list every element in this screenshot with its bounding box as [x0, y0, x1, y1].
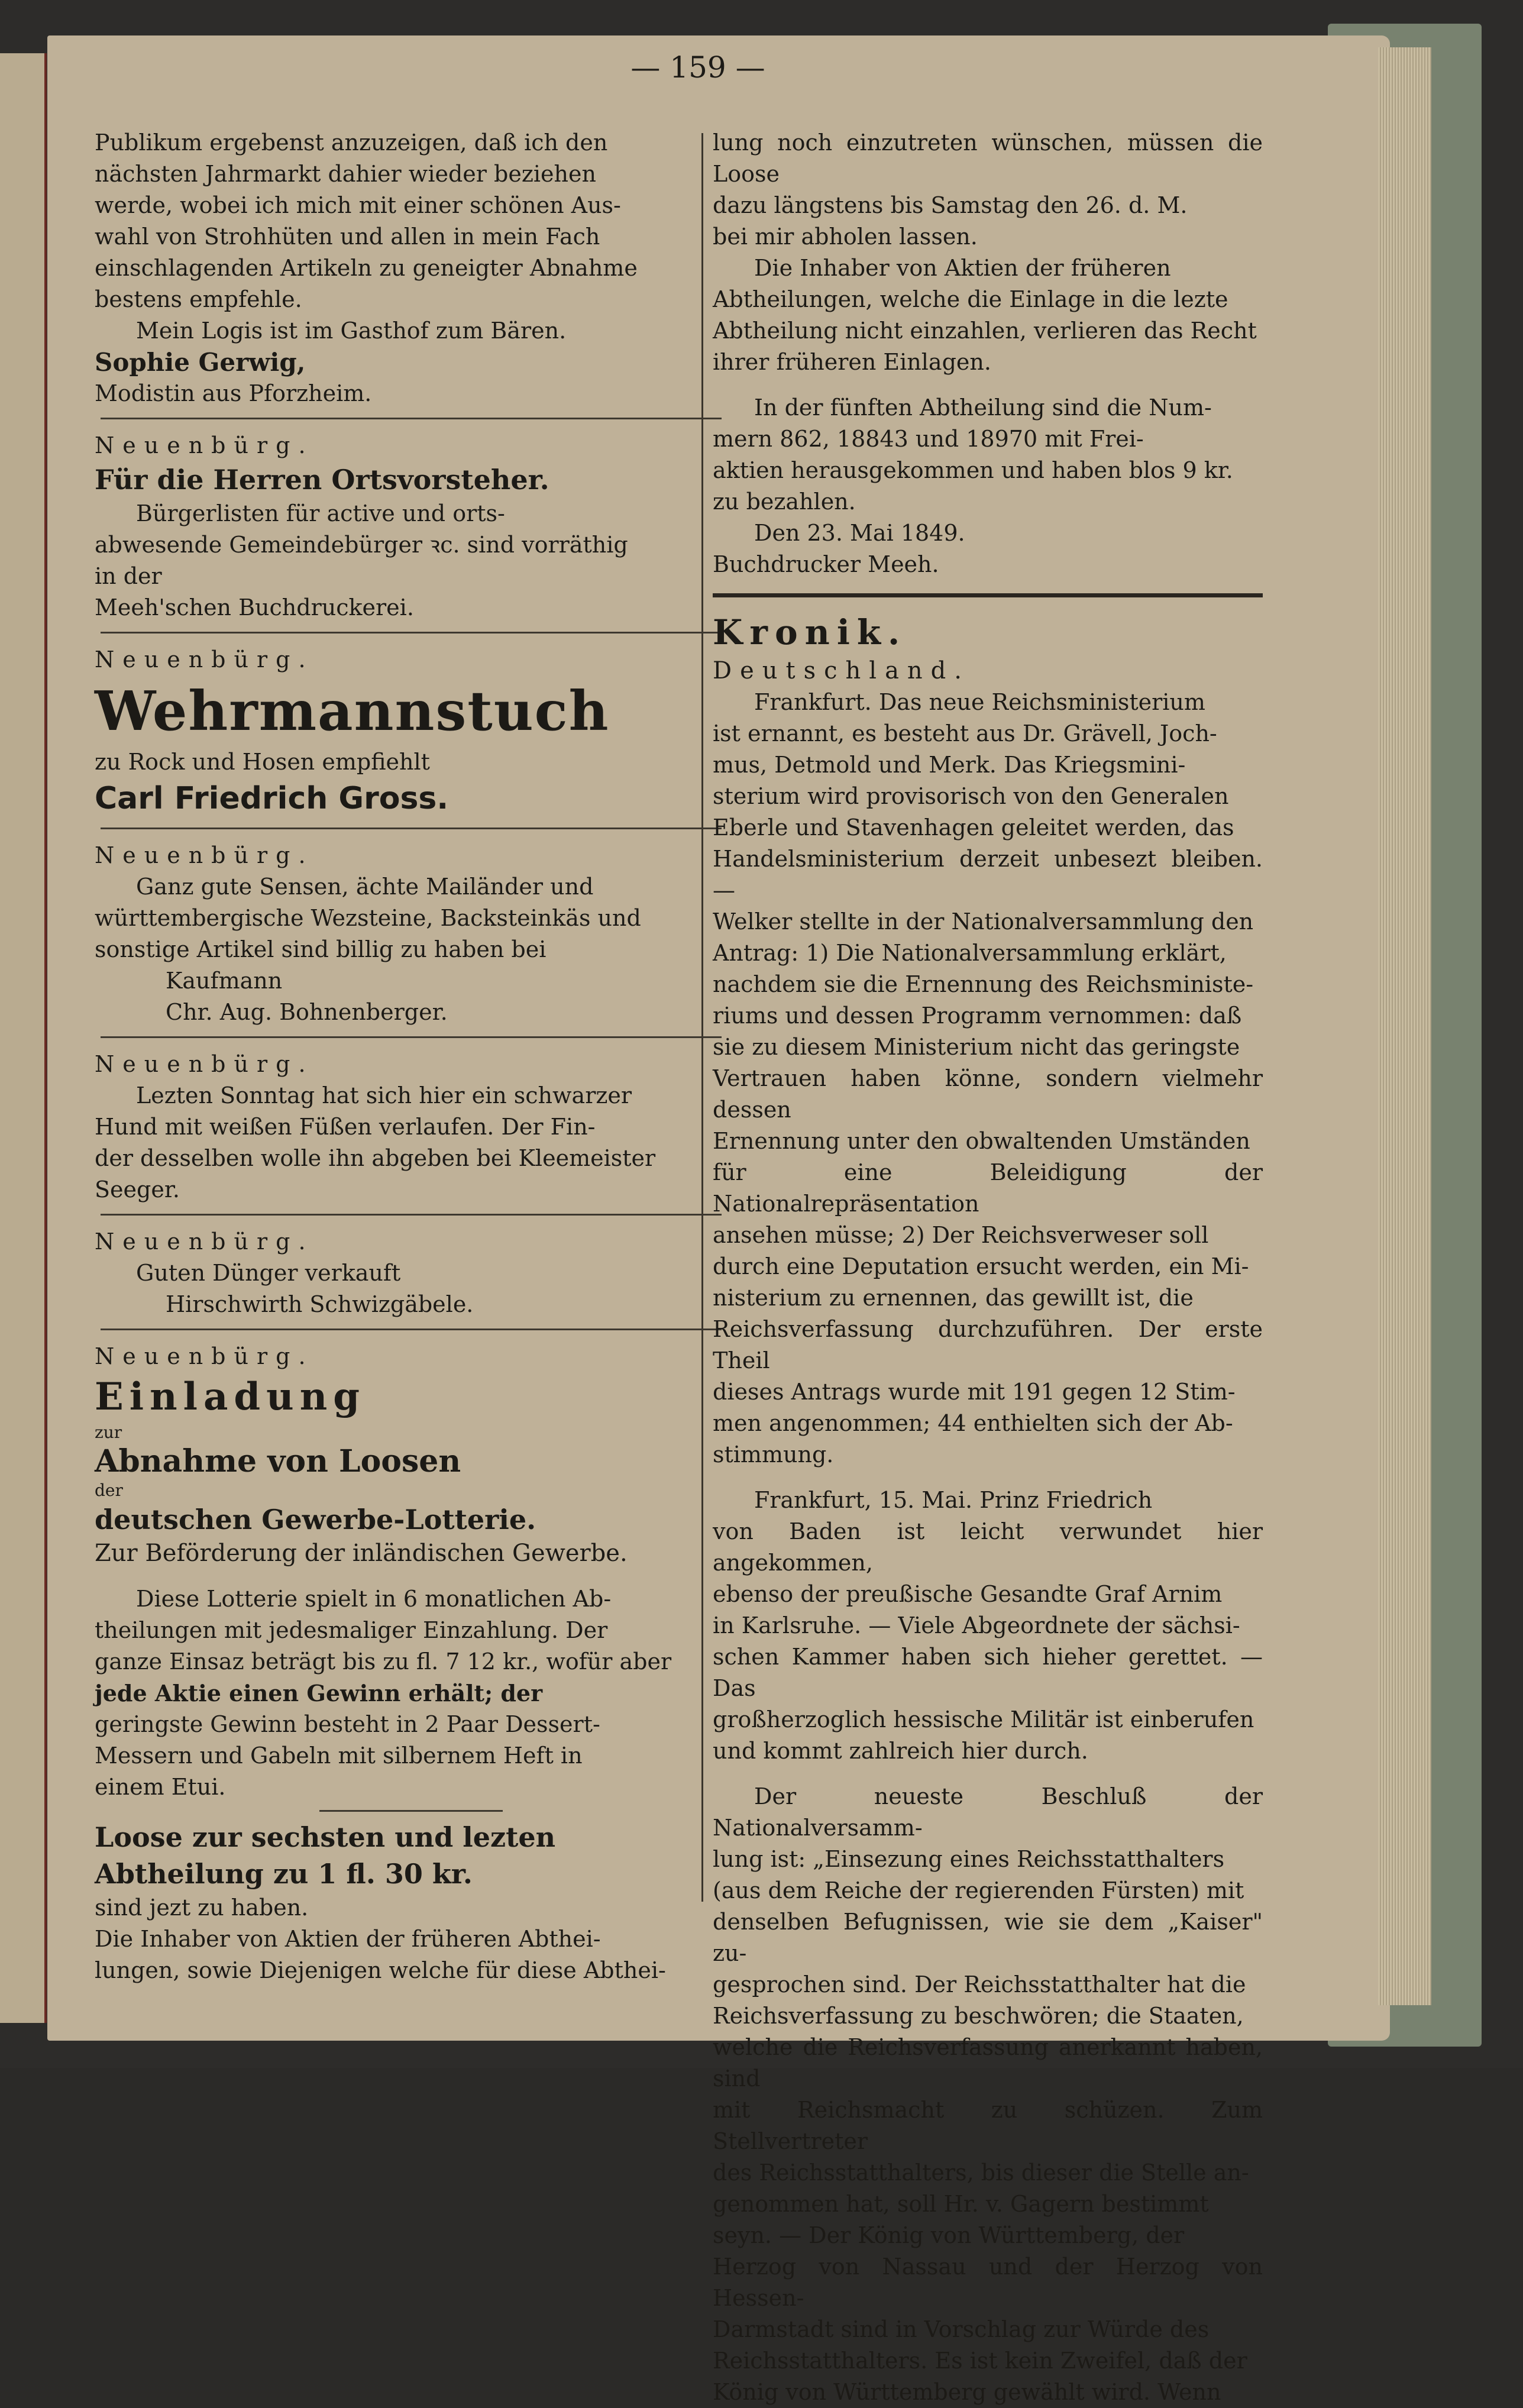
left-column [95, 127, 727, 1986]
signature-title: Modistin aus Pforzheim. [95, 380, 372, 406]
text-line: sonstige Artikel sind billig zu haben bei [95, 936, 547, 962]
connector-word: der [95, 1481, 123, 1500]
page-stack-edge [1378, 47, 1431, 2005]
place-heading: Neuenbürg. [95, 647, 314, 673]
text-line: abwesende Gemeindebürger ꝛc. sind vorräthig [95, 532, 628, 558]
section-rule [101, 632, 722, 633]
text-line: In der fünften Abtheilung sind die Num- [754, 395, 1212, 421]
text-line: Guten Dünger verkauft [136, 1260, 401, 1286]
text-line: und kommt zahlreich hier durch. [713, 1738, 1088, 1764]
text-line: Hund mit weißen Füßen verlaufen. Der Fin- [95, 1114, 596, 1140]
text-line: Darmstadt sind in Vorschlag zur Würde des [713, 2316, 1210, 2342]
text-line: Seeger. [95, 1176, 180, 1203]
text-line: jede Aktie einen Gewinn erhält; der [95, 1680, 543, 1706]
text-line: nachdem sie die Ernennung des Reichsministe- [713, 971, 1254, 997]
place-heading: Neuenbürg. [95, 842, 314, 868]
signature: Hirschwirth Schwizgäbele. [166, 1291, 474, 1317]
text-line: seyn. — Der König von Württemberg, der [713, 2222, 1185, 2248]
section-rule [101, 1329, 722, 1330]
page-number: — 159 — [630, 50, 765, 85]
ad-headline: deutschen Gewerbe-Lotterie. [95, 1504, 536, 1536]
kronik-section [713, 609, 1263, 2408]
text-line: Vertrauen haben könne, sondern vielmehr dessen [713, 1065, 1263, 1123]
text-line: Publikum ergebenst anzuzeigen, daß ich den [95, 130, 608, 156]
signature-name: Sophie Gerwig, [95, 348, 306, 377]
text-line: durch eine Deputation ersucht werden, ein Mi- [713, 1253, 1249, 1279]
right-column [713, 127, 1263, 2408]
ad-headline: Abnahme von Loosen [95, 1443, 461, 1479]
text-line: wahl von Strohhüten und allen in mein Fach [95, 224, 600, 250]
text-line: ist ernannt, es besteht aus Dr. Grävell, Joch- [713, 720, 1217, 746]
text-line: Lezten Sonntag hat sich hier ein schwarzer [136, 1082, 632, 1108]
text-line: zu bezahlen. [713, 489, 856, 515]
section-subtitle: Deutschland. [713, 657, 970, 684]
text-line: Ganz gute Sensen, ächte Mailänder und [136, 874, 594, 900]
text-line: württembergische Wezsteine, Backsteinkäs und [95, 905, 641, 931]
text-line: sie zu diesem Ministerium nicht das geringste [713, 1034, 1240, 1060]
text-line: Abtheilung nicht einzahlen, verlieren das Recht [713, 318, 1257, 344]
ad-wehrmannstuch [95, 644, 727, 819]
text-line: schen Kammer haben sich hieher gerettet. — Das [713, 1644, 1263, 1701]
signature-title: Kaufmann [166, 968, 283, 994]
text-line: Abtheilungen, welche die Einlage in die lezte [713, 286, 1228, 312]
text-line: bei mir abholen lassen. [713, 224, 978, 250]
text-line: ihrer früheren Einlagen. [713, 349, 991, 375]
ad-headline: Loose zur sechsten und lezten [95, 1821, 556, 1853]
text-line: Reichsstatthalters. Es ist kein Zweifel, daß der [713, 2348, 1247, 2374]
text-line: einschlagenden Artikeln zu geneigter Abnahme [95, 255, 638, 281]
text-line: aktien herausgekommen und haben blos 9 kr. [713, 457, 1233, 483]
ad-lotterie [95, 1341, 727, 1986]
text-line: zu Rock und Hosen empfiehlt [95, 749, 430, 775]
text-line: werde, wobei ich mich mit einer schönen Aus- [95, 192, 621, 218]
ad-duenger [95, 1226, 727, 1320]
text-line: men angenommen; 44 enthielten sich der Ab- [713, 1410, 1233, 1436]
text-line: nächsten Jahrmarkt dahier wieder beziehen [95, 161, 596, 187]
place-heading: Neuenbürg. [95, 1229, 314, 1255]
text-line: Die Inhaber von Aktien der früheren Abthei- [95, 1926, 601, 1952]
text-line: des Reichsstatthalters, bis dieser die Stelle an- [713, 2160, 1249, 2186]
text-line: lung noch einzutreten wünschen, müssen die Loose [713, 130, 1263, 187]
lotterie-continuation [713, 127, 1263, 580]
text-line: Diese Lotterie spielt in 6 monatlichen Ab- [136, 1586, 612, 1612]
text-line: Welker stellte in der Nationalversammlung den [713, 909, 1254, 935]
text-line: ansehen müsse; 2) Der Reichsverweser soll [713, 1222, 1209, 1248]
place-heading: Neuenbürg. [95, 432, 314, 458]
text-line: theilungen mit jedesmaliger Einzahlung. Der [95, 1617, 608, 1643]
text-line: Herzog von Nassau und der Herzog von Hessen- [713, 2254, 1263, 2311]
section-rule [101, 828, 722, 829]
ad-headline: Einladung [95, 1375, 366, 1419]
text-line: (aus dem Reiche der regierenden Fürsten) mit [713, 1877, 1244, 1903]
text-line: lung ist: „Einsezung eines Reichsstatthalters [713, 1846, 1225, 1872]
section-rule [101, 1036, 722, 1038]
text-line: sind jezt zu haben. [95, 1895, 309, 1921]
previous-page-edge [0, 53, 47, 2023]
ad-headline: Für die Herren Ortsvorsteher. [95, 464, 549, 496]
text-line: ganze Einsaz beträgt bis zu fl. 7 12 kr., wofür aber [95, 1649, 672, 1675]
text-line: gesprochen sind. Der Reichsstatthalter hat die [713, 1971, 1246, 1997]
text-line: mit Reichsmacht zu schüzen. Zum Stellvertreter [713, 2097, 1263, 2154]
text-line: einem Etui. [95, 1774, 226, 1800]
text-line: Reichsverfassung zu beschwören; die Staaten, [713, 2003, 1244, 2029]
text-line: mern 862, 18843 und 18970 mit Frei- [713, 426, 1144, 452]
ad-hund [95, 1049, 727, 1205]
section-rule-thick [713, 593, 1263, 597]
text-line: geringste Gewinn besteht in 2 Paar Dessert- [95, 1711, 600, 1737]
text-line: der desselben wolle ihn abgeben bei Kleemeister [95, 1145, 656, 1171]
place-heading: Neuenbürg. [95, 1343, 314, 1369]
text-line: Handelsministerium derzeit unbesezt bleiben. — [713, 846, 1263, 903]
connector-word: zur [95, 1423, 122, 1442]
text-line: bestens empfehle. [95, 286, 302, 312]
text-line: welche die Reichsverfassung anerkannt haben, sind [713, 2034, 1263, 2092]
text-line: Eberle und Stavenhagen geleitet werden, das [713, 814, 1234, 841]
section-title: Kronik. [713, 612, 907, 652]
text-line: Messern und Gabeln mit silbernem Heft in [95, 1743, 583, 1769]
signature: Meeh'schen Buchdruckerei. [95, 594, 414, 620]
text-line: Ernennung unter den obwaltenden Umständen [713, 1128, 1250, 1154]
ad-ortsvorsteher [95, 430, 727, 623]
place-heading: Neuenbürg. [95, 1051, 314, 1077]
text-line: Antrag: 1) Die Nationalversammlung erklärt, [713, 940, 1227, 966]
text-line: Frankfurt, 15. Mai. Prinz Friedrich [754, 1487, 1153, 1513]
ad-headline: Wehrmannstuch [95, 679, 610, 743]
text-line: Frankfurt. Das neue Reichsministerium [754, 689, 1205, 715]
section-rule [101, 1214, 722, 1216]
text-line: dazu längstens bis Samstag den 26. d. M. [713, 192, 1188, 218]
ad-headline: Abtheilung zu 1 fl. 30 kr. [95, 1858, 473, 1890]
text-line: nisterium zu ernennen, das gewillt ist, die [713, 1285, 1194, 1311]
text-line: ebenso der preußische Gesandte Graf Arnim [713, 1581, 1223, 1607]
text-line: stimmung. [713, 1441, 834, 1468]
ad-sensen [95, 840, 727, 1028]
text-line: für eine Beleidigung der Nationalrepräsentation [713, 1159, 1263, 1217]
ad-subtitle: Zur Beförderung der inländischen Gewerbe. [95, 1540, 628, 1567]
text-line: von Baden ist leicht verwundet hier angekommen, [713, 1518, 1263, 1576]
text-line: Reichsverfassung durchzuführen. Der erste Theil [713, 1316, 1263, 1373]
text-line: in Karlsruhe. — Viele Abgeordnete der sächsi- [713, 1612, 1240, 1638]
text-line: dieses Antrags wurde mit 191 gegen 12 Stim- [713, 1379, 1236, 1405]
text-line: denselben Befugnissen, wie sie dem „Kaiser" zu- [713, 1909, 1263, 1966]
text-line: in der [95, 563, 162, 589]
intro-ad [95, 127, 727, 409]
text-line: sterium wird provisorisch von den Generalen [713, 783, 1229, 809]
text-line: König von Württemberg gewählt wird. Wenn [713, 2379, 1221, 2405]
text-line: riums und dessen Programm vernommen: daß [713, 1003, 1242, 1029]
signature: Carl Friedrich Gross. [95, 781, 449, 816]
signature: Chr. Aug. Bohnenberger. [166, 999, 448, 1025]
text-line: Bürgerlisten für active und orts- [136, 500, 505, 526]
text-line: großherzoglich hessische Militär ist einberufen [713, 1706, 1254, 1733]
date-line: Den 23. Mai 1849. [754, 520, 965, 546]
text-line: Mein Logis ist im Gasthof zum Bären. [136, 318, 567, 344]
text-line: lungen, sowie Diejenigen welche für diese Abthei- [95, 1957, 666, 1983]
signature: Buchdrucker Meeh. [713, 551, 939, 577]
section-rule [101, 418, 722, 419]
text-line: genommen hat, soll Hr. v. Gagern bestimmt [713, 2191, 1209, 2217]
text-line: Die Inhaber von Aktien der früheren [754, 255, 1171, 281]
short-rule [319, 1810, 503, 1812]
text-line: Der neueste Beschluß der Nationalversamm- [713, 1783, 1263, 1841]
text-line: mus, Detmold und Merk. Das Kriegsmini- [713, 752, 1186, 778]
